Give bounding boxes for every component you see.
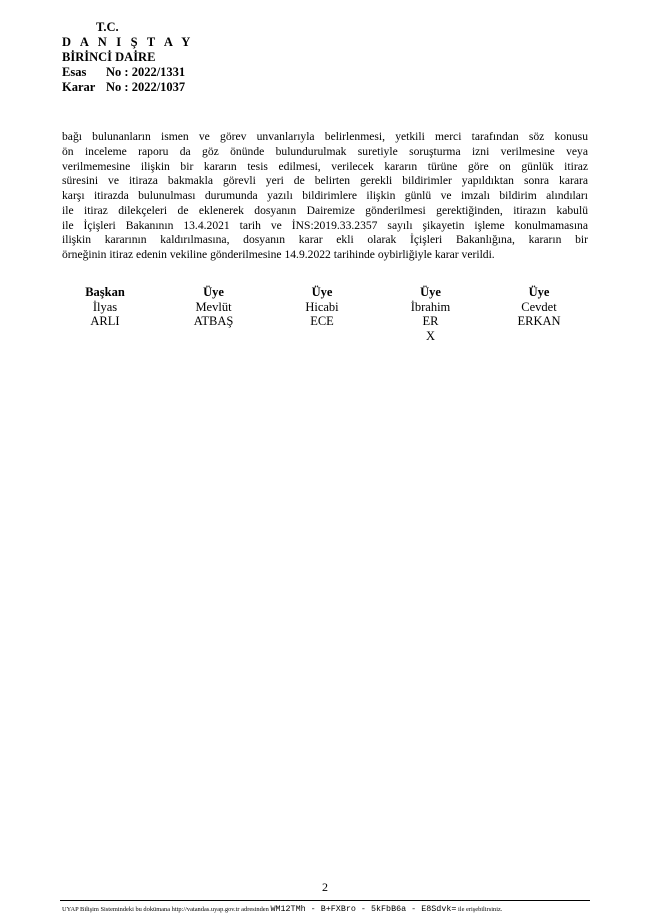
footer-divider	[60, 900, 590, 901]
esas-row	[62, 65, 194, 80]
signature-column	[378, 285, 484, 343]
chamber-name: BİRİNCİ DAİRE	[62, 50, 156, 64]
signatory-last: ERKAN	[517, 314, 561, 328]
court-name: D A N I Ş T A Y	[62, 35, 194, 49]
footer-prefix: UYAP Bilişim Sistemindeki bu dokümana http://vatandas.uyap.gov.tr adresinden	[62, 906, 269, 913]
signatory-last: ARLI	[90, 314, 120, 328]
text-line: ile itiraz dilekçeleri de eklenerek dosyanın Dairemize gönderilmesi gerektiğinden, itirazın kabulü	[62, 203, 588, 217]
signature-column	[269, 285, 375, 343]
signatory-note: X	[425, 328, 436, 343]
text-line: süresini ve itiraza bakmakla görevli yeri de belirten gerekli bildirimler yapıldıktan sonra karara	[62, 174, 588, 188]
signatory-role: Üye	[528, 285, 550, 299]
karar-row	[62, 80, 194, 95]
signatory-role: Üye	[203, 285, 224, 299]
signature-column	[52, 285, 158, 343]
page-number: 2	[322, 880, 328, 894]
footer-suffix: ile erişebilirsiniz.	[458, 906, 503, 913]
signatory-first: Hicabi	[305, 299, 339, 314]
text-line: karşı itirazda bulunulması durumunda yazılı bildirimlere ilişkin günlü ve imzalı bildirim alındıları	[62, 189, 588, 202]
karar-number: No : 2022/1037	[106, 80, 186, 94]
footer-verification	[62, 905, 592, 914]
signature-column	[161, 285, 267, 343]
decision-text	[62, 130, 588, 263]
karar-label: Karar	[62, 80, 96, 94]
text-line: ön inceleme raporu da göz önünde bulundurulmak suretiyle soruşturma izni verilmesine veya	[62, 144, 588, 158]
signature-block	[52, 285, 592, 343]
signatory-first: İbrahim	[410, 299, 451, 314]
text-line: ilişkin kararının kaldırılmasına, dosyanın karar ekli olarak İçişleri Bakanlığına, kararın bir	[62, 233, 588, 247]
document-header	[62, 20, 194, 95]
esas-number: No : 2022/1331	[106, 65, 186, 79]
verification-code: WM12TMh - B+FXBro - 5kFbB6a - E8Sdvk=	[270, 904, 457, 914]
text-line: örneğinin itiraz edenin vekiline gönderilmesine 14.9.2022 tarihinde oybirliğiyle karar verildi.	[62, 248, 495, 261]
signatory-first: Mevlüt	[195, 299, 232, 314]
signatory-first: İlyas	[92, 299, 118, 314]
text-line: bağı bulunanların ismen ve görev unvanlarıyla belirlenmesi, yetkili merci tarafından söz konusu	[62, 130, 588, 143]
signatory-last: ER	[422, 314, 439, 328]
esas-label: Esas	[62, 65, 87, 79]
signatory-first: Cevdet	[521, 299, 557, 314]
tc-label: T.C.	[96, 20, 119, 34]
text-line: verilmemesine ilişkin bir kararın tesis edilmesi, verilecek kararın türüne göre on günlük itiraz	[62, 159, 588, 173]
signatory-role: Üye	[311, 285, 333, 299]
signature-column	[486, 285, 592, 343]
signatory-role: Başkan	[85, 285, 125, 299]
signatory-role: Üye	[420, 285, 441, 299]
signatory-last: ECE	[310, 314, 334, 328]
text-line: ile İçişleri Bakanının 13.4.2021 tarih ve İNS:2019.33.2357 sayılı şikayetin işleme konulmamasına	[62, 218, 588, 232]
signatory-last: ATBAŞ	[193, 314, 234, 328]
